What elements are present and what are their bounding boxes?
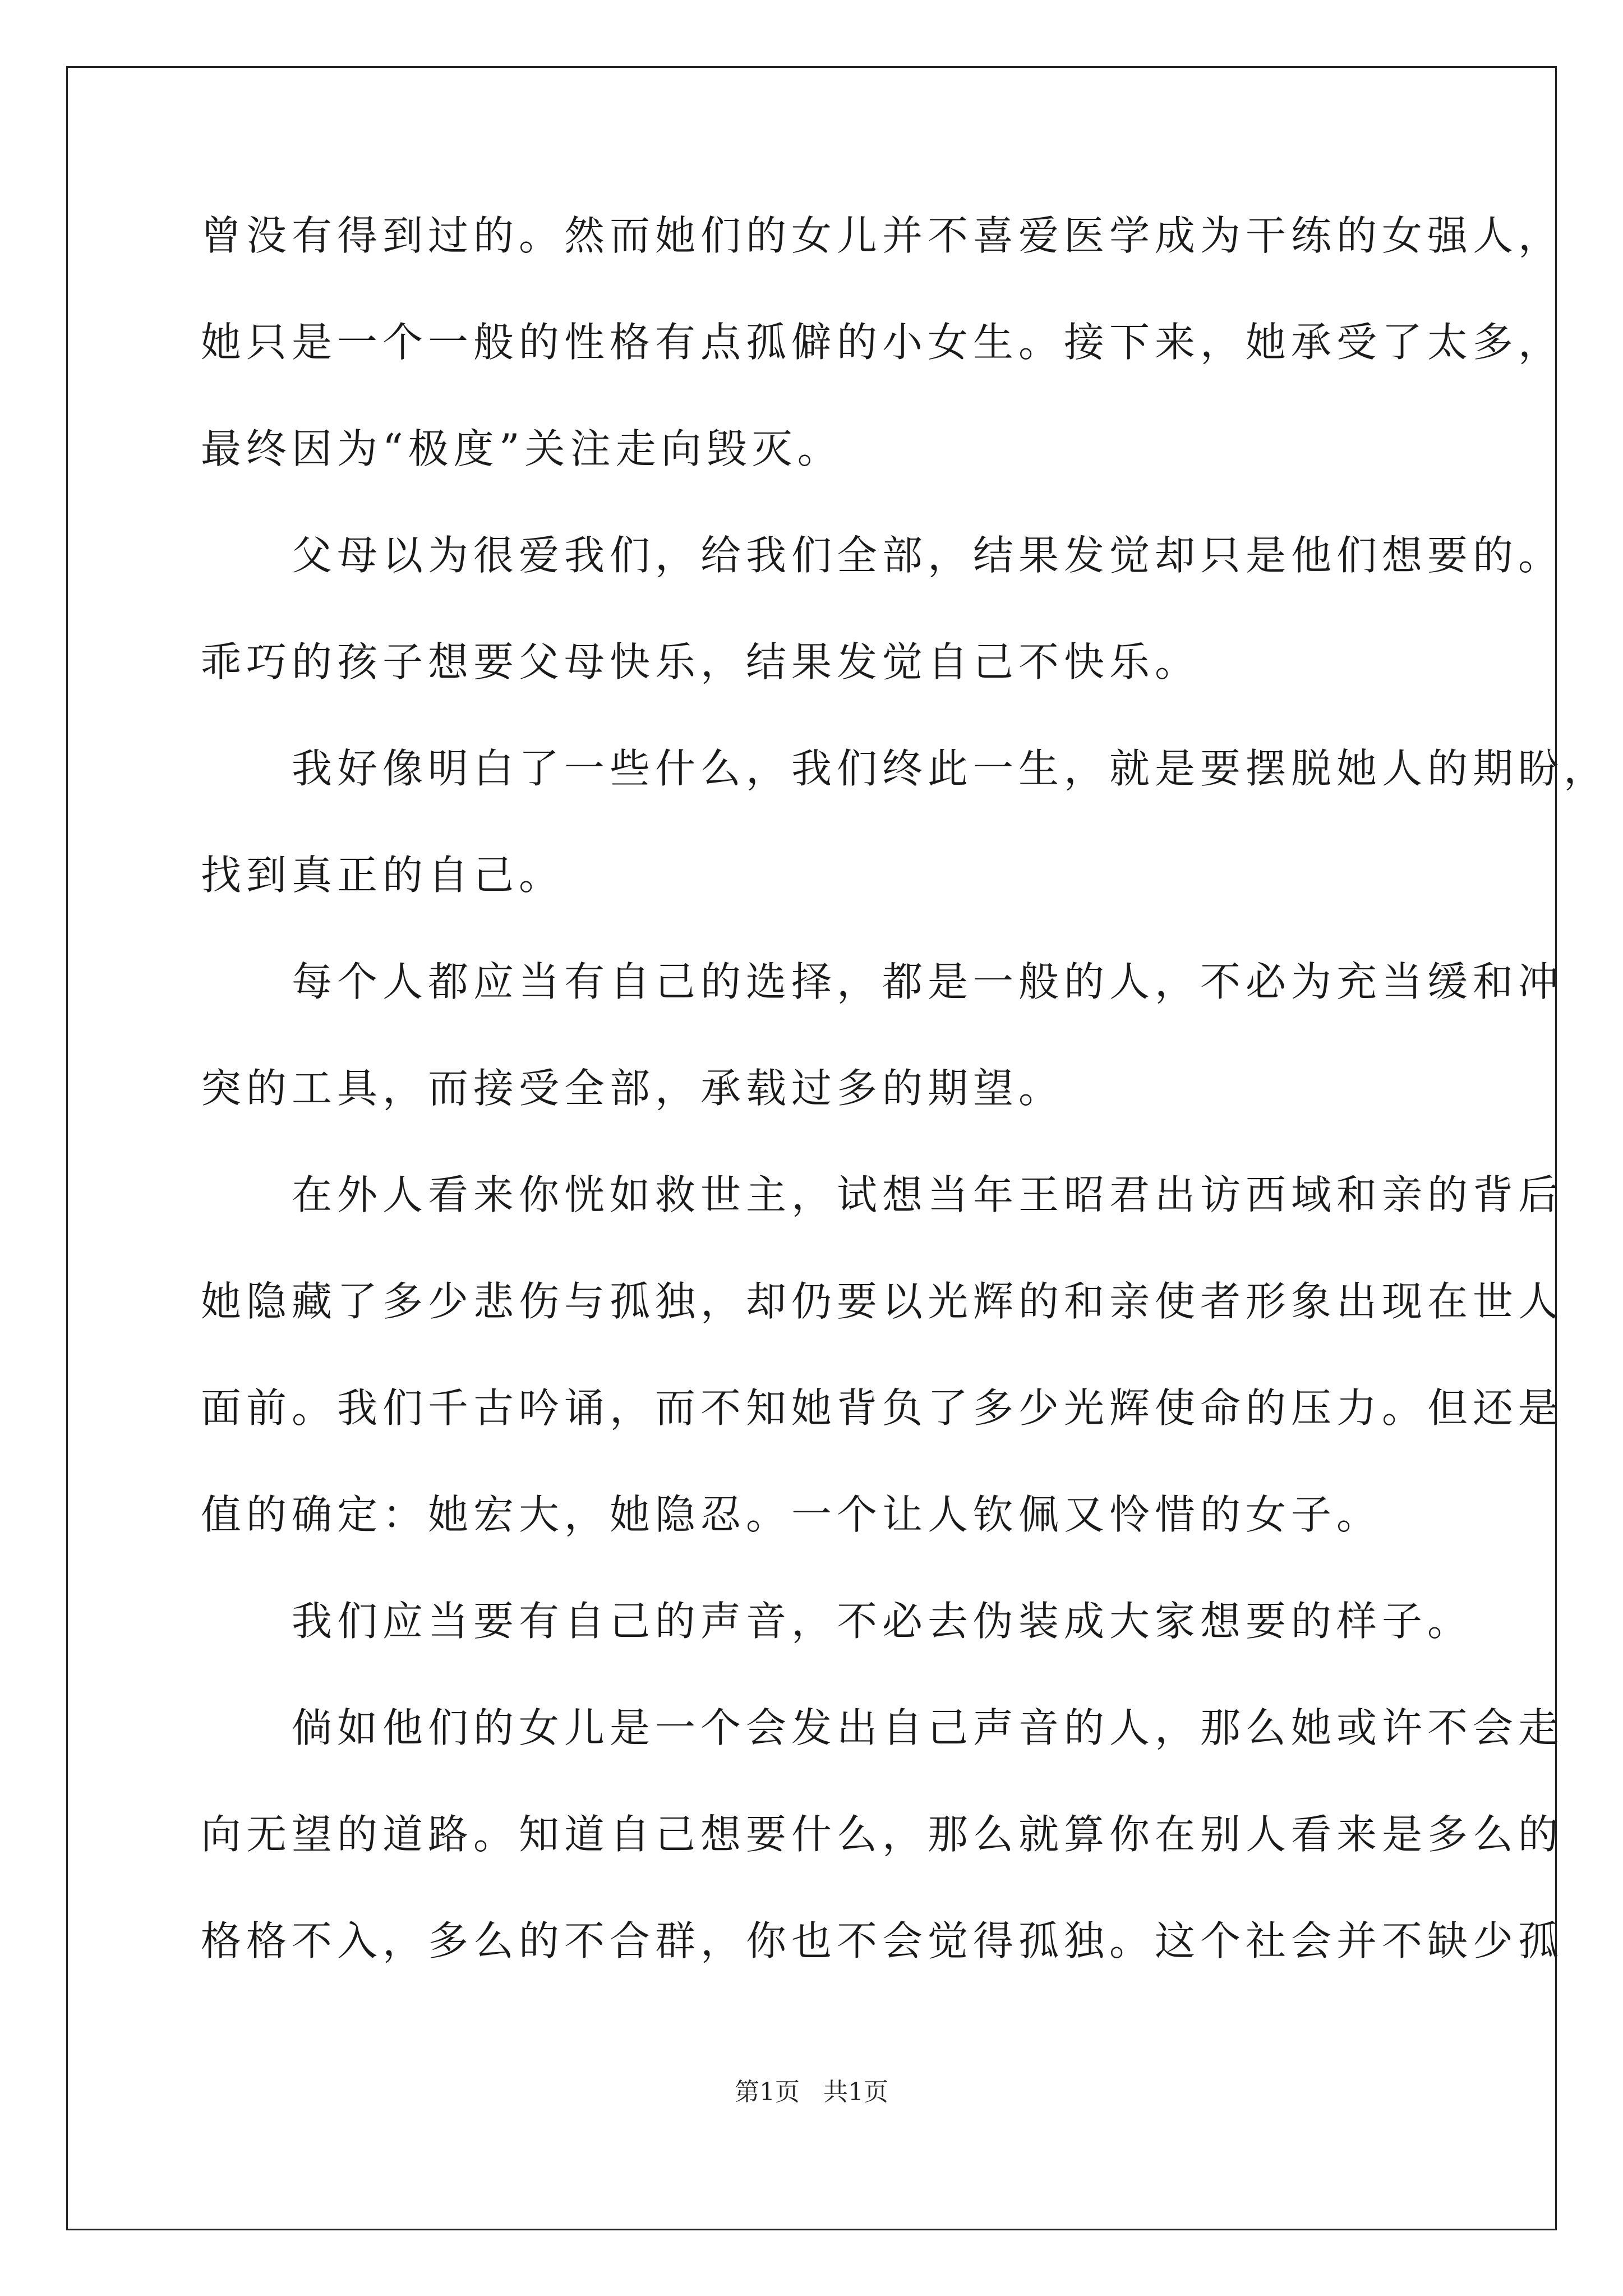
text-line: 我好像明白了一些什么，我们终此一生，就是要摆脱她人的期盼， <box>201 745 1610 792</box>
text-line: 父母以为很爱我们，给我们全部，结果发觉却只是他们想要的。 <box>201 532 1564 579</box>
text-line: 找到真正的自己。 <box>201 852 565 899</box>
text-line: 她只是一个一般的性格有点孤僻的小女生。接下来，她承受了太多， <box>201 319 1564 366</box>
text-line: 突的工具，而接受全部，承载过多的期望。 <box>201 1065 1064 1112</box>
page-number-total: 共1页 <box>823 2078 888 2106</box>
text-line: 在外人看来你恍如救世主，试想当年王昭君出访西域和亲的背后 <box>201 1171 1564 1218</box>
page-number-current: 第1页 <box>735 2078 800 2106</box>
text-line: 面前。我们千古吟诵，而不知她背负了多少光辉使命的压力。但还是 <box>201 1384 1564 1432</box>
text-line: 最终因为“极度”关注走向毁灭。 <box>201 425 843 472</box>
document-body <box>201 202 1610 2014</box>
text-line: 向无望的道路。知道自己想要什么，那么就算你在别人看来是多么的 <box>201 1811 1564 1858</box>
text-line: 曾没有得到过的。然而她们的女儿并不喜爱医学成为干练的女强人， <box>201 212 1564 259</box>
page-footer <box>0 2076 1623 2109</box>
text-line: 格格不入，多么的不合群，你也不会觉得孤独。这个社会并不缺少孤 <box>201 1917 1564 1964</box>
text-line: 倘如他们的女儿是一个会发出自己声音的人，那么她或许不会走 <box>201 1704 1564 1751</box>
text-line: 她隐藏了多少悲伤与孤独，却仍要以光辉的和亲使者形象出现在世人 <box>201 1278 1564 1325</box>
text-line: 乖巧的孩子想要父母快乐，结果发觉自己不快乐。 <box>201 638 1201 685</box>
text-line: 我们应当要有自己的声音，不必去伪装成大家想要的样子。 <box>201 1598 1473 1645</box>
text-line: 值的确定：她宏大，她隐忍。一个让人钦佩又怜惜的女子。 <box>201 1491 1382 1538</box>
text-line: 每个人都应当有自己的选择，都是一般的人，不必为充当缓和冲 <box>201 958 1564 1005</box>
